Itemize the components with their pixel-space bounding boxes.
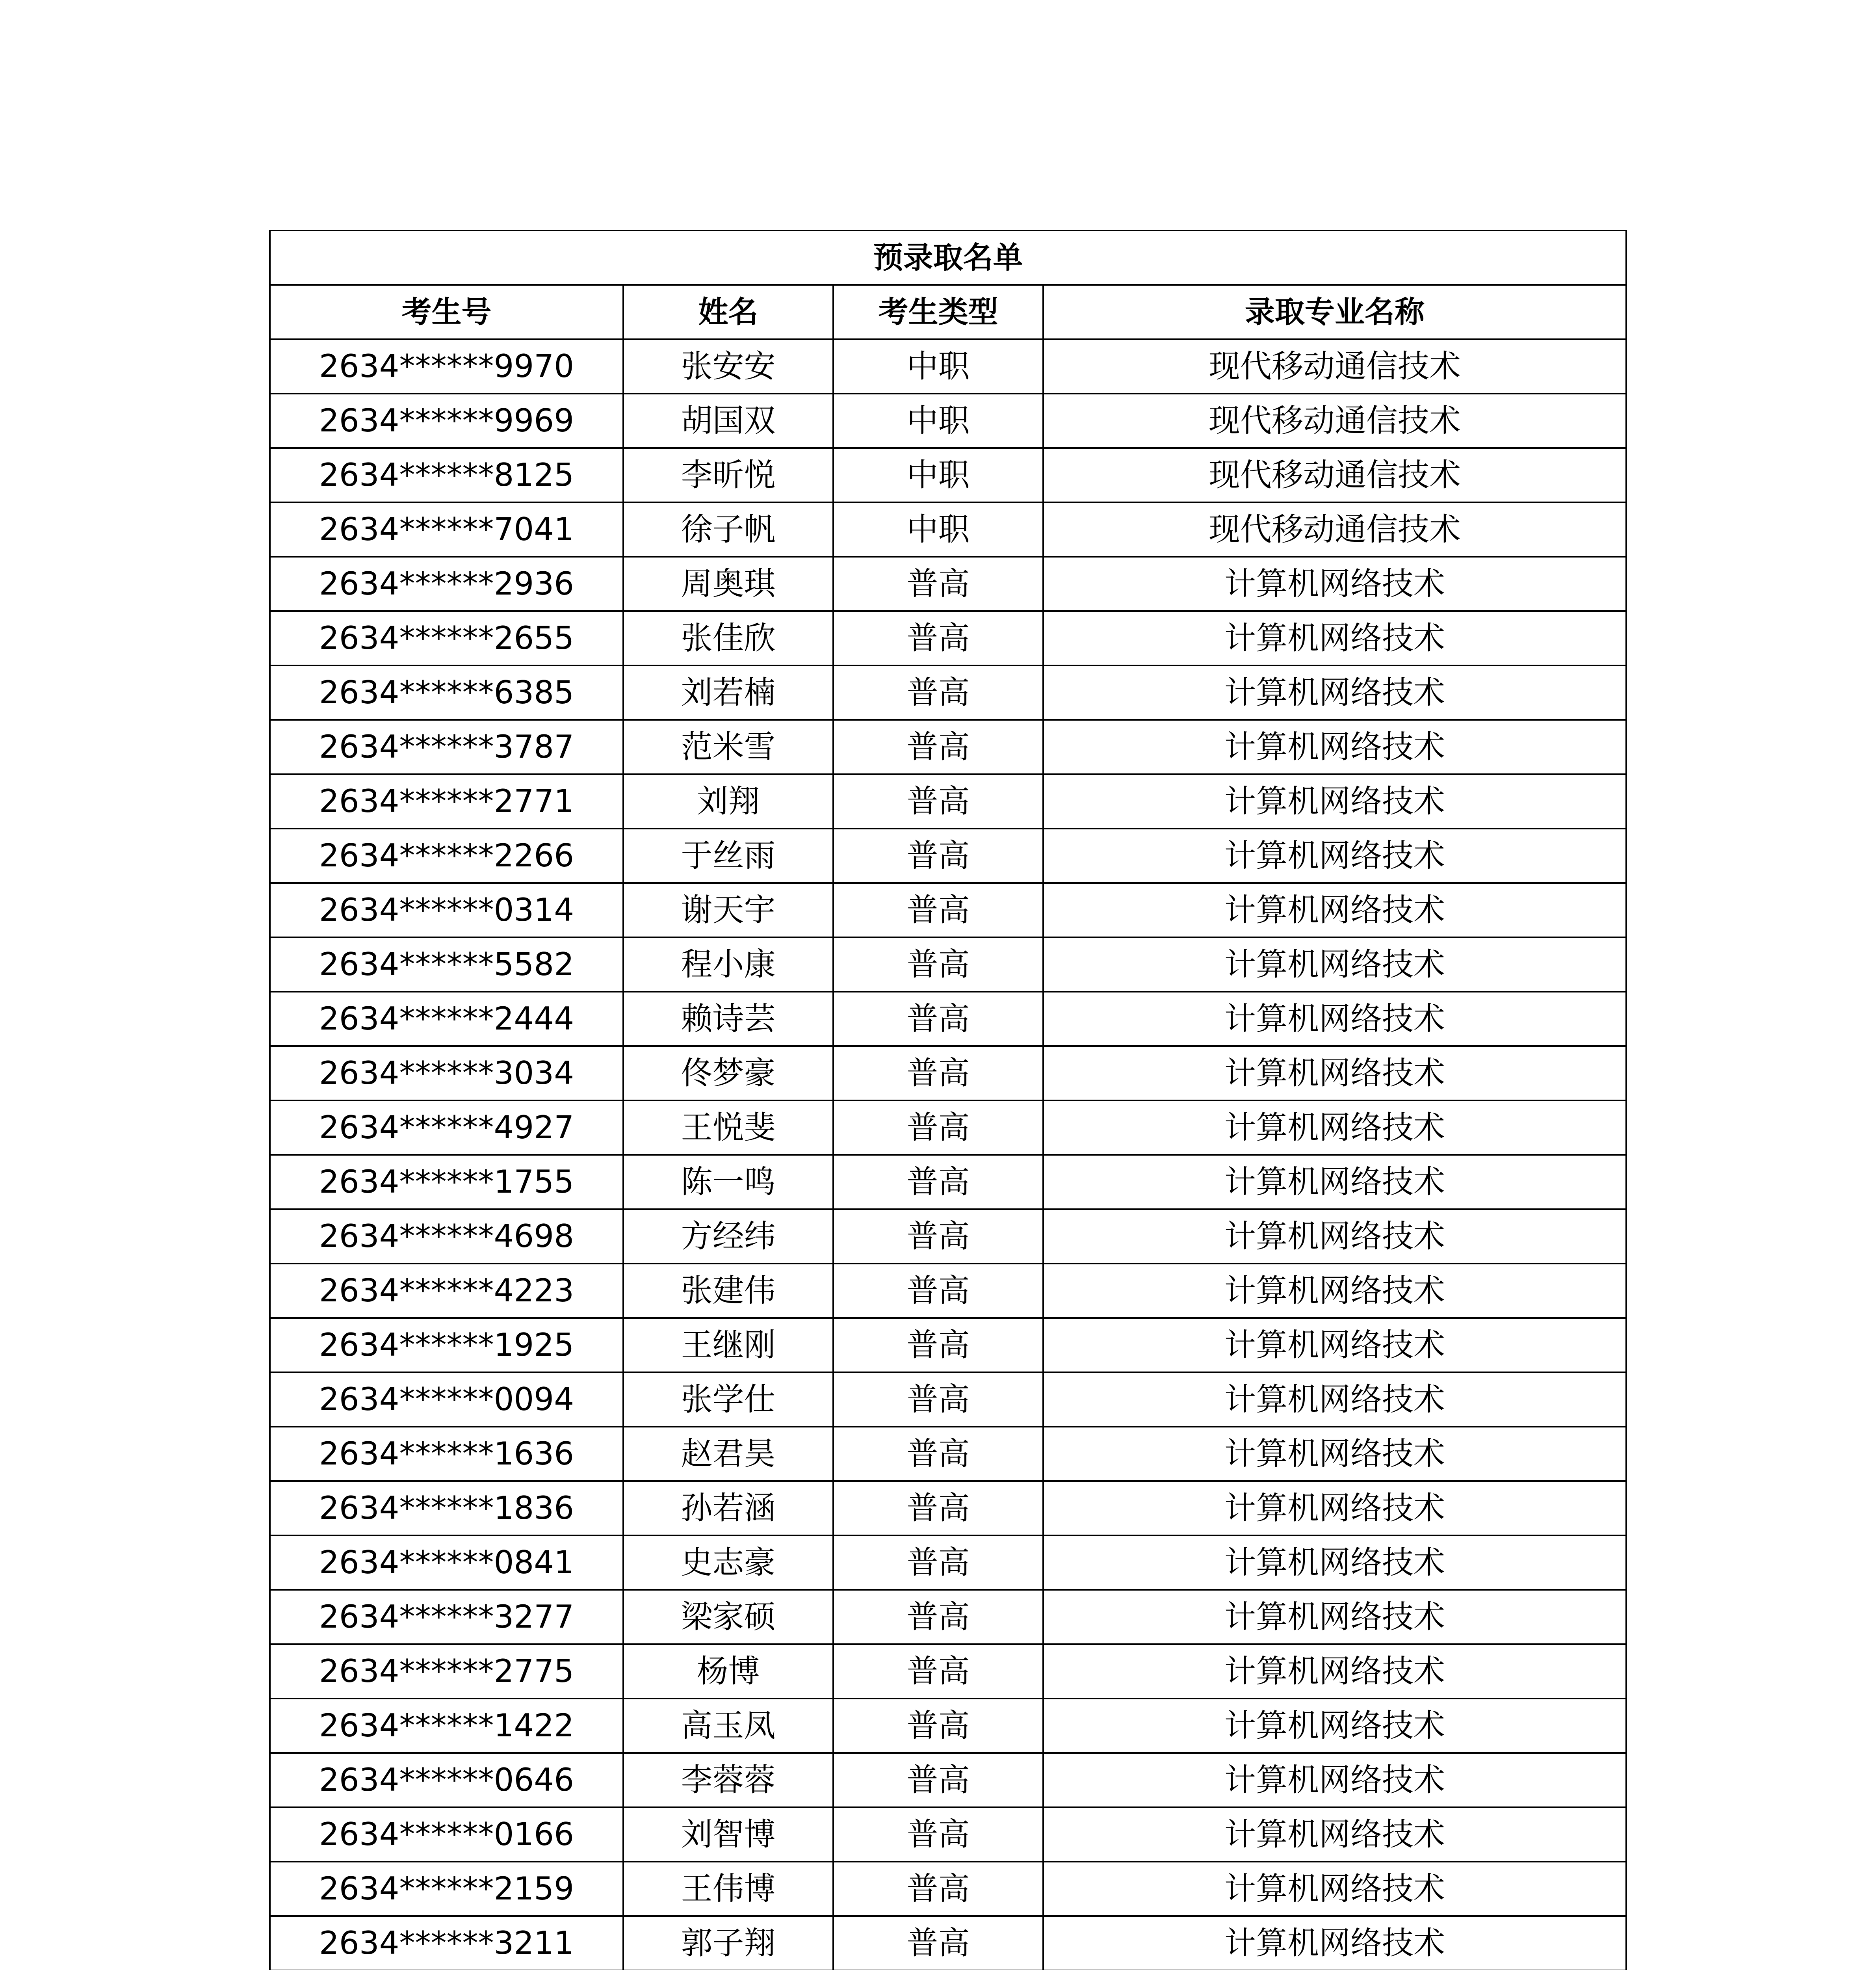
exam-number-cell: 2634******5582	[270, 937, 623, 992]
header-major: 录取专业名称	[1043, 285, 1626, 339]
table-row	[270, 1862, 1626, 1916]
candidate-type-cell: 中职	[833, 502, 1043, 557]
candidate-type-cell: 普高	[833, 1481, 1043, 1535]
name-cell: 赵君昊	[623, 1427, 833, 1481]
name-cell: 史志豪	[623, 1535, 833, 1590]
candidate-type-cell: 普高	[833, 1753, 1043, 1807]
exam-number-cell: 2634******1636	[270, 1427, 623, 1481]
major-cell: 现代移动通信技术	[1043, 502, 1626, 557]
candidate-type-cell: 普高	[833, 1372, 1043, 1427]
exam-number-cell: 2634******7041	[270, 502, 623, 557]
table-row	[270, 720, 1626, 774]
admission-list-table-container	[269, 230, 1625, 1970]
table-row	[270, 1481, 1626, 1535]
exam-number-cell: 2634******4927	[270, 1100, 623, 1155]
table-row	[270, 774, 1626, 829]
candidate-type-cell: 普高	[833, 665, 1043, 720]
table-row	[270, 502, 1626, 557]
table-row	[270, 665, 1626, 720]
table-row	[270, 611, 1626, 665]
table-row	[270, 1753, 1626, 1807]
major-cell: 现代移动通信技术	[1043, 339, 1626, 394]
major-cell: 计算机网络技术	[1043, 883, 1626, 937]
exam-number-cell: 2634******0841	[270, 1535, 623, 1590]
exam-number-cell: 2634******0314	[270, 883, 623, 937]
name-cell: 高玉凤	[623, 1699, 833, 1753]
candidate-type-cell: 普高	[833, 883, 1043, 937]
name-cell: 张佳欣	[623, 611, 833, 665]
header-row	[270, 285, 1626, 339]
candidate-type-cell: 普高	[833, 992, 1043, 1046]
candidate-type-cell: 普高	[833, 720, 1043, 774]
name-cell: 郭子翔	[623, 1916, 833, 1970]
exam-number-cell: 2634******2159	[270, 1862, 623, 1916]
major-cell: 计算机网络技术	[1043, 774, 1626, 829]
major-cell: 计算机网络技术	[1043, 1372, 1626, 1427]
major-cell: 计算机网络技术	[1043, 1427, 1626, 1481]
name-cell: 王悦斐	[623, 1100, 833, 1155]
exam-number-cell: 2634******1925	[270, 1318, 623, 1372]
major-cell: 现代移动通信技术	[1043, 394, 1626, 448]
candidate-type-cell: 普高	[833, 774, 1043, 829]
admission-list-table	[269, 230, 1627, 1970]
name-cell: 胡国双	[623, 394, 833, 448]
table-row	[270, 829, 1626, 883]
major-cell: 计算机网络技术	[1043, 1862, 1626, 1916]
table-row	[270, 1209, 1626, 1264]
major-cell: 计算机网络技术	[1043, 1046, 1626, 1100]
name-cell: 李昕悦	[623, 448, 833, 502]
header-name: 姓名	[623, 285, 833, 339]
exam-number-cell: 2634******2266	[270, 829, 623, 883]
major-cell: 计算机网络技术	[1043, 937, 1626, 992]
table-body	[270, 339, 1626, 1970]
major-cell: 计算机网络技术	[1043, 1318, 1626, 1372]
table-row	[270, 394, 1626, 448]
exam-number-cell: 2634******3277	[270, 1590, 623, 1644]
name-cell: 谢天宇	[623, 883, 833, 937]
name-cell: 周奥琪	[623, 557, 833, 611]
major-cell: 计算机网络技术	[1043, 1481, 1626, 1535]
candidate-type-cell: 中职	[833, 394, 1043, 448]
exam-number-cell: 2634******9970	[270, 339, 623, 394]
exam-number-cell: 2634******9969	[270, 394, 623, 448]
name-cell: 张学仕	[623, 1372, 833, 1427]
table-row	[270, 1644, 1626, 1699]
exam-number-cell: 2634******2444	[270, 992, 623, 1046]
table-row	[270, 1046, 1626, 1100]
exam-number-cell: 2634******2775	[270, 1644, 623, 1699]
candidate-type-cell: 普高	[833, 1318, 1043, 1372]
name-cell: 王伟博	[623, 1862, 833, 1916]
name-cell: 陈一鸣	[623, 1155, 833, 1209]
major-cell: 计算机网络技术	[1043, 1916, 1626, 1970]
name-cell: 刘若楠	[623, 665, 833, 720]
major-cell: 计算机网络技术	[1043, 1807, 1626, 1862]
major-cell: 计算机网络技术	[1043, 992, 1626, 1046]
candidate-type-cell: 普高	[833, 1807, 1043, 1862]
exam-number-cell: 2634******0094	[270, 1372, 623, 1427]
candidate-type-cell: 普高	[833, 1046, 1043, 1100]
exam-number-cell: 2634******3211	[270, 1916, 623, 1970]
table-row	[270, 1807, 1626, 1862]
candidate-type-cell: 普高	[833, 1535, 1043, 1590]
major-cell: 计算机网络技术	[1043, 665, 1626, 720]
table-row	[270, 557, 1626, 611]
name-cell: 赖诗芸	[623, 992, 833, 1046]
major-cell: 现代移动通信技术	[1043, 448, 1626, 502]
exam-number-cell: 2634******1422	[270, 1699, 623, 1753]
name-cell: 孙若涵	[623, 1481, 833, 1535]
table-title: 预录取名单	[270, 230, 1626, 285]
exam-number-cell: 2634******8125	[270, 448, 623, 502]
candidate-type-cell: 普高	[833, 1862, 1043, 1916]
exam-number-cell: 2634******1836	[270, 1481, 623, 1535]
exam-number-cell: 2634******2655	[270, 611, 623, 665]
candidate-type-cell: 普高	[833, 557, 1043, 611]
candidate-type-cell: 普高	[833, 1699, 1043, 1753]
exam-number-cell: 2634******0166	[270, 1807, 623, 1862]
candidate-type-cell: 普高	[833, 1427, 1043, 1481]
candidate-type-cell: 普高	[833, 1155, 1043, 1209]
candidate-type-cell: 普高	[833, 1644, 1043, 1699]
exam-number-cell: 2634******0646	[270, 1753, 623, 1807]
table-row	[270, 937, 1626, 992]
candidate-type-cell: 普高	[833, 1100, 1043, 1155]
major-cell: 计算机网络技术	[1043, 1699, 1626, 1753]
name-cell: 徐子帆	[623, 502, 833, 557]
table-row	[270, 1155, 1626, 1209]
name-cell: 方经纬	[623, 1209, 833, 1264]
exam-number-cell: 2634******3034	[270, 1046, 623, 1100]
name-cell: 梁家硕	[623, 1590, 833, 1644]
exam-number-cell: 2634******3787	[270, 720, 623, 774]
table-row	[270, 992, 1626, 1046]
major-cell: 计算机网络技术	[1043, 611, 1626, 665]
name-cell: 程小康	[623, 937, 833, 992]
major-cell: 计算机网络技术	[1043, 1209, 1626, 1264]
table-row	[270, 1372, 1626, 1427]
name-cell: 佟梦豪	[623, 1046, 833, 1100]
candidate-type-cell: 普高	[833, 611, 1043, 665]
table-row	[270, 339, 1626, 394]
major-cell: 计算机网络技术	[1043, 1644, 1626, 1699]
name-cell: 张建伟	[623, 1264, 833, 1318]
table-row	[270, 448, 1626, 502]
candidate-type-cell: 中职	[833, 339, 1043, 394]
name-cell: 王继刚	[623, 1318, 833, 1372]
exam-number-cell: 2634******2936	[270, 557, 623, 611]
candidate-type-cell: 普高	[833, 937, 1043, 992]
major-cell: 计算机网络技术	[1043, 1100, 1626, 1155]
candidate-type-cell: 普高	[833, 1209, 1043, 1264]
title-row	[270, 230, 1626, 285]
major-cell: 计算机网络技术	[1043, 1264, 1626, 1318]
table-row	[270, 883, 1626, 937]
candidate-type-cell: 中职	[833, 448, 1043, 502]
table-row	[270, 1916, 1626, 1970]
name-cell: 刘智博	[623, 1807, 833, 1862]
name-cell: 刘翔	[623, 774, 833, 829]
exam-number-cell: 2634******4698	[270, 1209, 623, 1264]
major-cell: 计算机网络技术	[1043, 720, 1626, 774]
header-candidate-type: 考生类型	[833, 285, 1043, 339]
table-row	[270, 1100, 1626, 1155]
candidate-type-cell: 普高	[833, 1916, 1043, 1970]
table-row	[270, 1535, 1626, 1590]
table-row	[270, 1318, 1626, 1372]
exam-number-cell: 2634******4223	[270, 1264, 623, 1318]
major-cell: 计算机网络技术	[1043, 557, 1626, 611]
exam-number-cell: 2634******2771	[270, 774, 623, 829]
candidate-type-cell: 普高	[833, 829, 1043, 883]
name-cell: 于丝雨	[623, 829, 833, 883]
major-cell: 计算机网络技术	[1043, 1155, 1626, 1209]
table-row	[270, 1264, 1626, 1318]
name-cell: 李蓉蓉	[623, 1753, 833, 1807]
exam-number-cell: 2634******6385	[270, 665, 623, 720]
major-cell: 计算机网络技术	[1043, 1753, 1626, 1807]
candidate-type-cell: 普高	[833, 1590, 1043, 1644]
table-row	[270, 1699, 1626, 1753]
header-exam-number: 考生号	[270, 285, 623, 339]
table-row	[270, 1590, 1626, 1644]
name-cell: 杨博	[623, 1644, 833, 1699]
exam-number-cell: 2634******1755	[270, 1155, 623, 1209]
major-cell: 计算机网络技术	[1043, 1535, 1626, 1590]
major-cell: 计算机网络技术	[1043, 829, 1626, 883]
candidate-type-cell: 普高	[833, 1264, 1043, 1318]
table-row	[270, 1427, 1626, 1481]
name-cell: 范米雪	[623, 720, 833, 774]
name-cell: 张安安	[623, 339, 833, 394]
major-cell: 计算机网络技术	[1043, 1590, 1626, 1644]
